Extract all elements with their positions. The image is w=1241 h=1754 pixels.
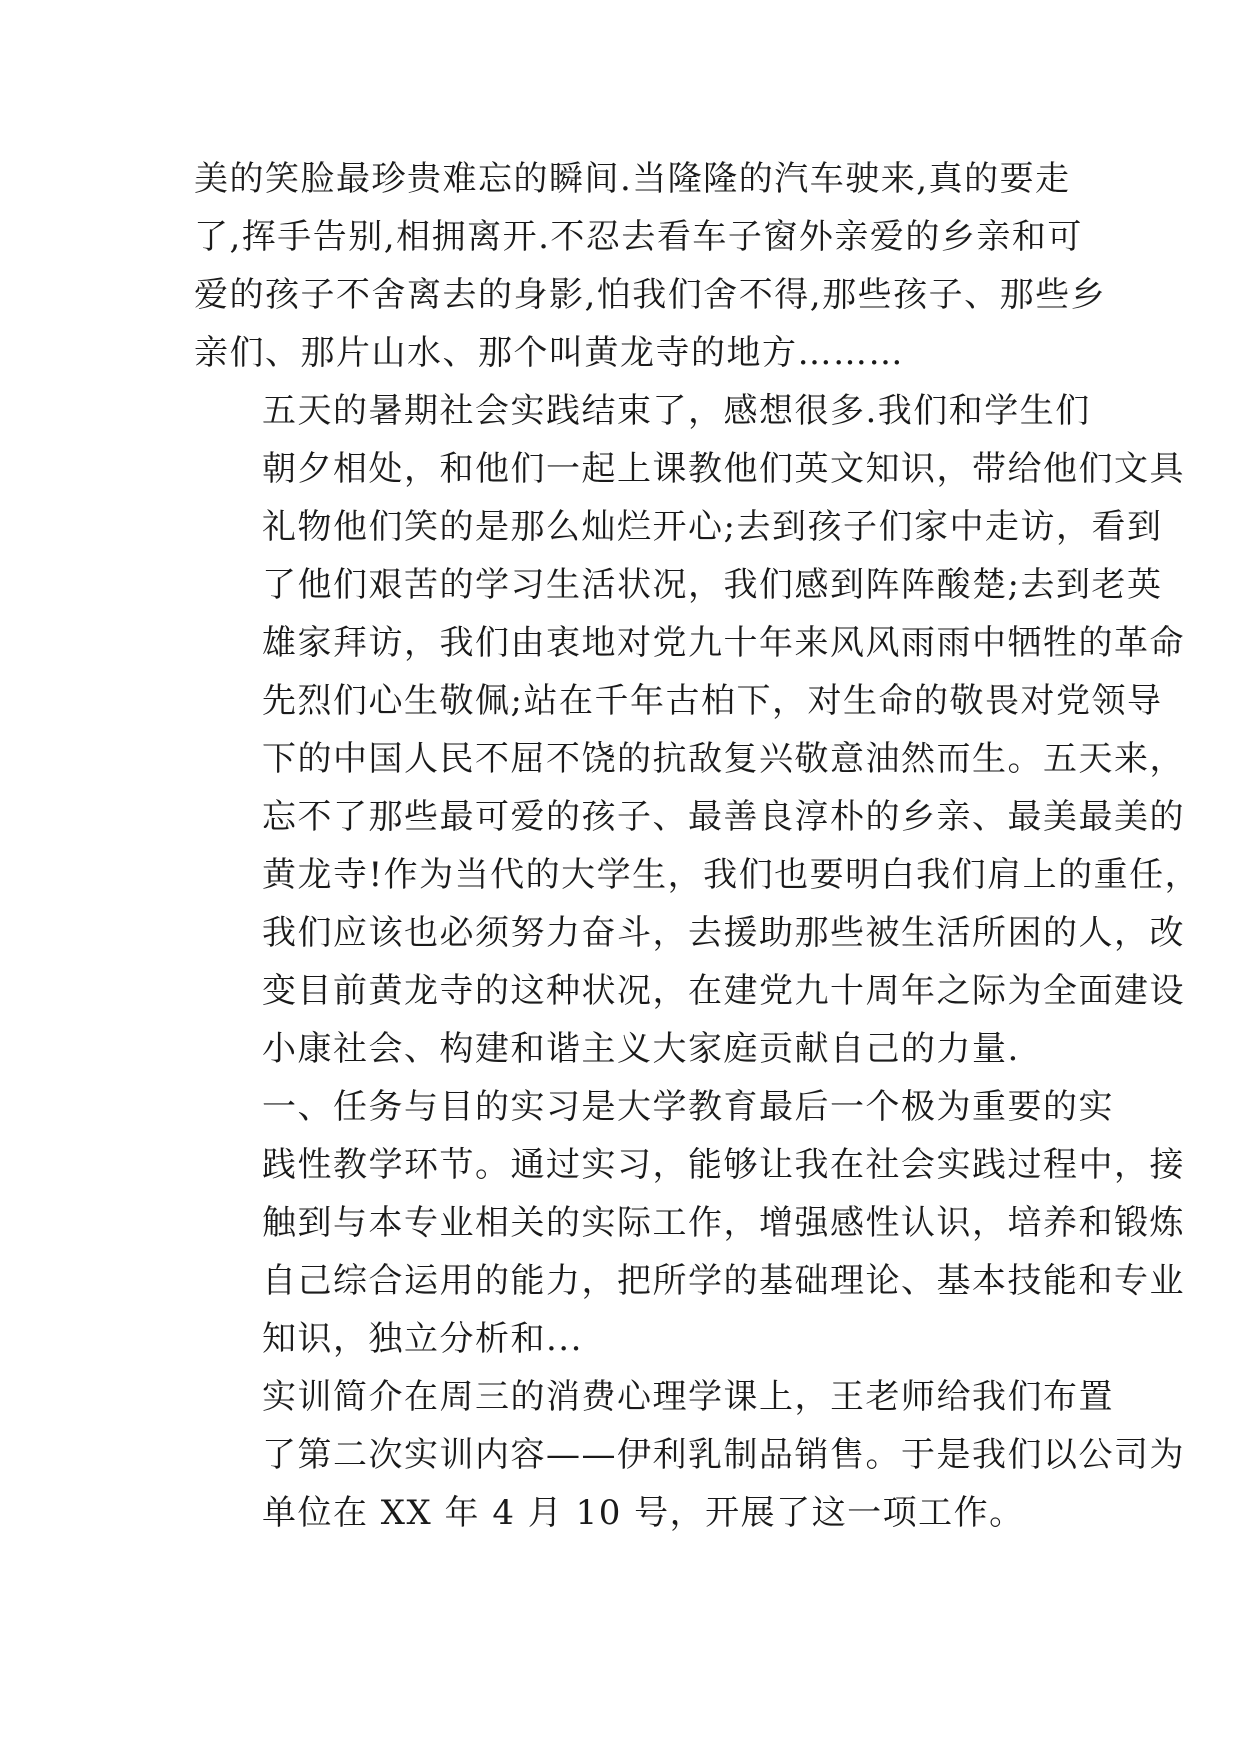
- text-line: 朝夕相处，和他们一起上课教他们英文知识，带给他们文具: [262, 449, 1185, 489]
- text-line: 了他们艰苦的学习生活状况，我们感到阵阵酸楚;去到老英: [262, 565, 1163, 605]
- text-line: 礼物他们笑的是那么灿烂开心;去到孩子们家中走访，看到: [262, 507, 1163, 547]
- text-line: 我们应该也必须努力奋斗，去援助那些被生活所困的人，改: [262, 913, 1185, 953]
- paragraph-reflection: [194, 382, 1201, 1078]
- text-line: 忘不了那些最可爱的孩子、最善良淳朴的乡亲、最美最美的: [262, 797, 1185, 837]
- text-line: 下的中国人民不屈不饶的抗敌复兴敬意油然而生。五天来，: [262, 739, 1185, 779]
- text-line: 践性教学环节。通过实习，能够让我在社会实践过程中，接: [262, 1145, 1185, 1185]
- paragraph-internship-purpose: [194, 1078, 1185, 1368]
- text-line: 爱的孩子不舍离去的身影,怕我们舍不得,那些孩子、那些乡: [194, 275, 1107, 315]
- paragraph-farewell: [194, 150, 1107, 382]
- text-line: 五天的暑期社会实践结束了，感想很多.我们和学生们: [262, 391, 1091, 431]
- text-line: 美的笑脸最珍贵难忘的瞬间.当隆隆的汽车驶来,真的要走: [194, 159, 1071, 199]
- text-line: 知识，独立分析和...: [262, 1319, 583, 1359]
- text-line: 单位在 XX 年 4 月 10 号，开展了这一项工作。: [262, 1493, 1025, 1533]
- text-line: 变目前黄龙寺的这种状况，在建党九十周年之际为全面建设: [262, 971, 1185, 1011]
- text-line: 黄龙寺!作为当代的大学生，我们也要明白我们肩上的重任，: [262, 855, 1201, 895]
- paragraph-training-intro: [194, 1368, 1185, 1542]
- text-line: 雄家拜访，我们由衷地对党九十年来风风雨雨中牺牲的革命: [262, 623, 1185, 663]
- text-line: 亲们、那片山水、那个叫黄龙寺的地方………: [194, 333, 904, 373]
- text-line: 小康社会、构建和谐主义大家庭贡献自己的力量.: [262, 1029, 1020, 1069]
- text-line: 一、任务与目的实习是大学教育最后一个极为重要的实: [262, 1087, 1114, 1127]
- text-line: 先烈们心生敬佩;站在千年古柏下，对生命的敬畏对党领导: [262, 681, 1163, 721]
- document-body: [194, 150, 1201, 1542]
- text-line: 实训简介在周三的消费心理学课上，王老师给我们布置: [262, 1377, 1114, 1417]
- text-line: 了第二次实训内容——伊利乳制品销售。于是我们以公司为: [262, 1435, 1185, 1475]
- text-line: 自己综合运用的能力，把所学的基础理论、基本技能和专业: [262, 1261, 1185, 1301]
- text-line: 了,挥手告别,相拥离开.不忍去看车子窗外亲爱的乡亲和可: [194, 217, 1083, 257]
- text-line: 触到与本专业相关的实际工作，增强感性认识，培养和锻炼: [262, 1203, 1185, 1243]
